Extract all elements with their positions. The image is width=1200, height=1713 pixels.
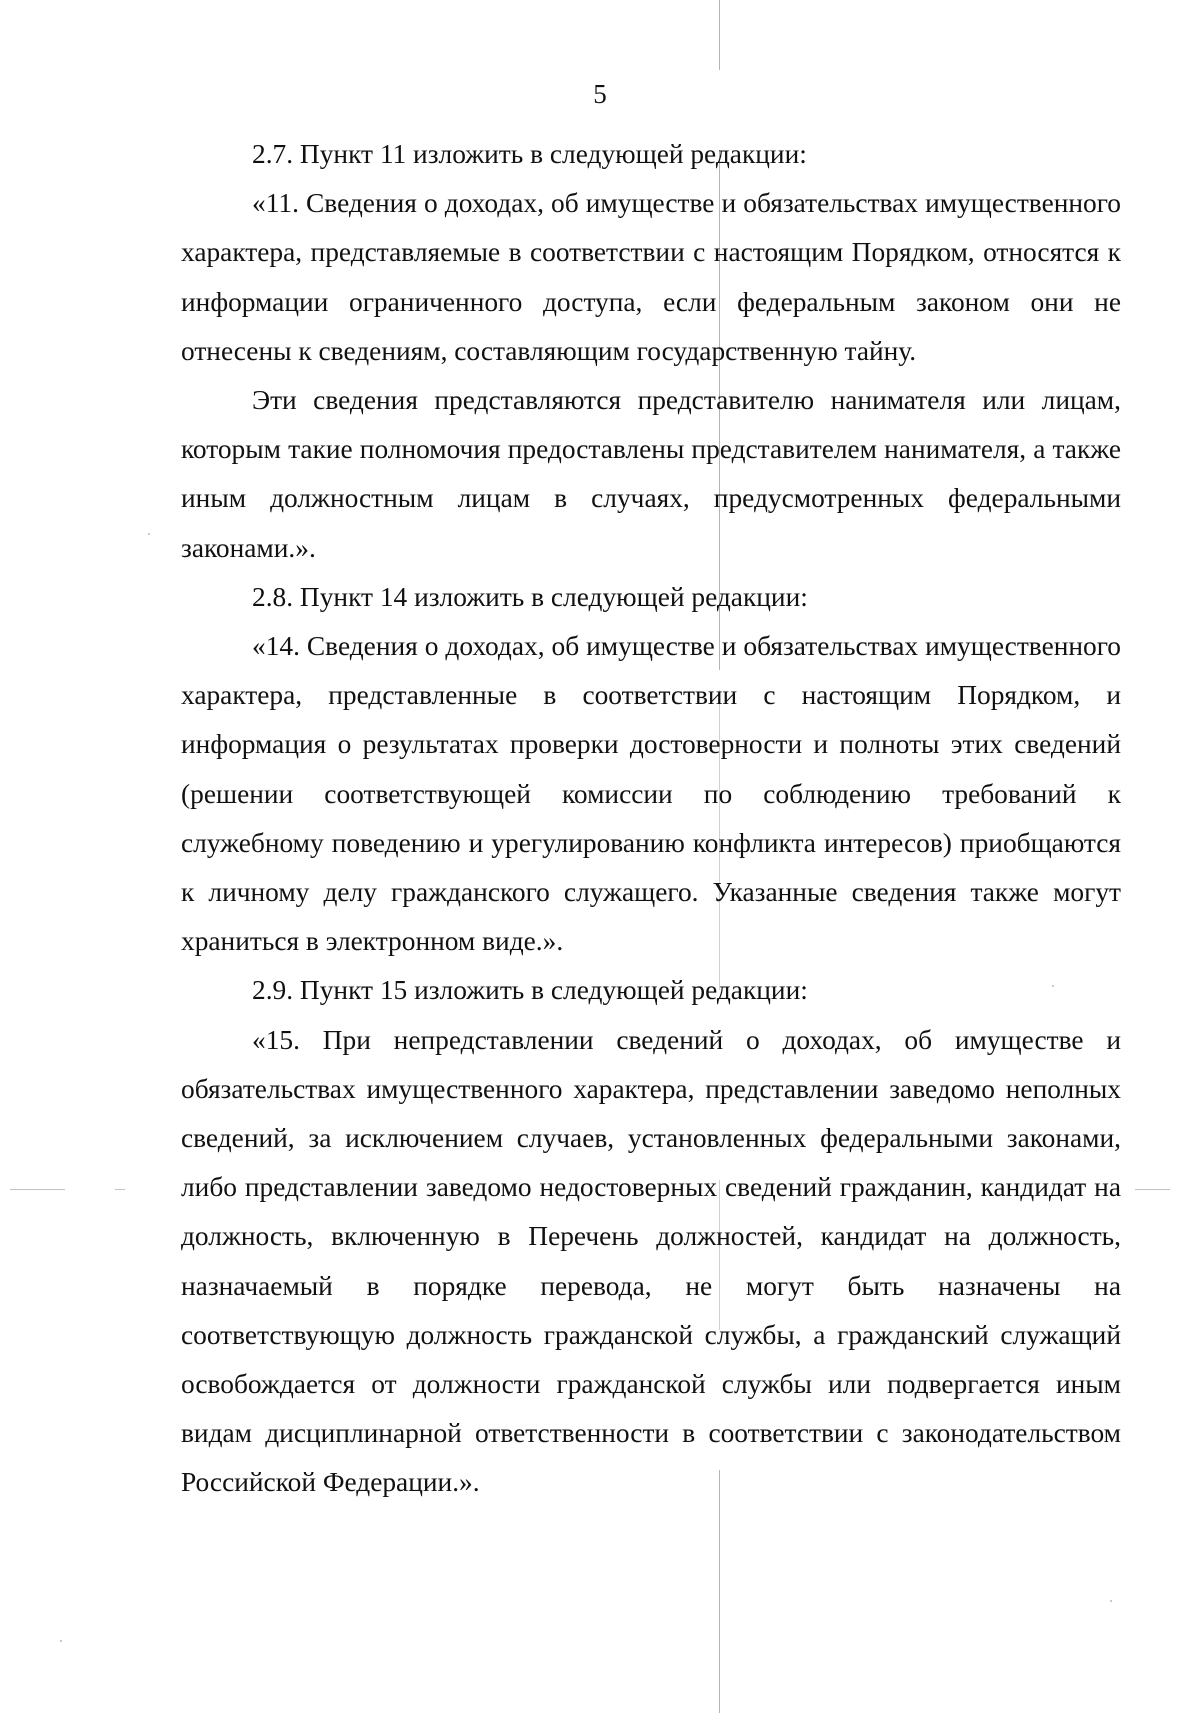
paragraph: «15. При непредставлении сведений о доходах, об имуществе и обязательствах имущественного характера, представлении заведомо неполных сведений, за исключением случаев, установленных федеральными законами, либо представлении заведомо недостоверных сведений гражданин, кандидат на должность, включенную в Перечень должностей, кандидат на должность, назначаемый в порядке перевода, не могут быть назначены на соответствующую должность гражданской службы, а гражданский служащий освобождается от должности гражданской службы или подвергается иным видам дисциплинарной ответственности в соответствии с законодательством Российской Федерации.».: [181, 1024, 1121, 1498]
scan-margin-mark: [10, 1189, 65, 1190]
paragraph: «11. Сведения о доходах, об имуществе и обязательствах имущественного характера, представляемые в соответствии с настоящим Порядком, относятся к информации ограниченного доступа, если федеральным законом они не отнесены к сведениям, составляющим государственную тайну.: [181, 188, 1121, 366]
section-heading: 2.9. Пункт 15 изложить в следующей редакции:: [252, 975, 808, 1006]
section-heading: 2.8. Пункт 14 изложить в следующей редакции:: [252, 581, 808, 612]
paragraph: «14. Сведения о доходах, об имуществе и обязательствах имущественного характера, представленные в соответствии с настоящим Порядком, и информация о результатах проверки достоверности и полноты этих сведений (решении соответствующей комиссии по соблюдению требований к служебному поведению и урегулированию конфликта интересов) приобщаются к личному делу гражданского служащего. Указанные сведения также могут храниться в электронном виде.».: [181, 631, 1121, 957]
scan-margin-mark: [1135, 1189, 1170, 1190]
scan-speck: [1110, 1600, 1112, 1602]
scan-speck: [148, 533, 150, 535]
section-heading: 2.7. Пункт 11 изложить в следующей редакции:: [252, 139, 807, 169]
paragraph: Эти сведения представляются представителю нанимателя или лицам, которым такие полномочия предоставлены представителем нанимателя, а также иным должностным лицам в случаях, предусмотренных федеральными законами.».: [181, 385, 1121, 563]
document-body: [181, 130, 1121, 1508]
scan-speck: [60, 1640, 62, 1642]
scan-fold-line: [719, 0, 720, 70]
page-number: 5: [593, 79, 607, 109]
scan-margin-mark: [115, 1189, 125, 1190]
